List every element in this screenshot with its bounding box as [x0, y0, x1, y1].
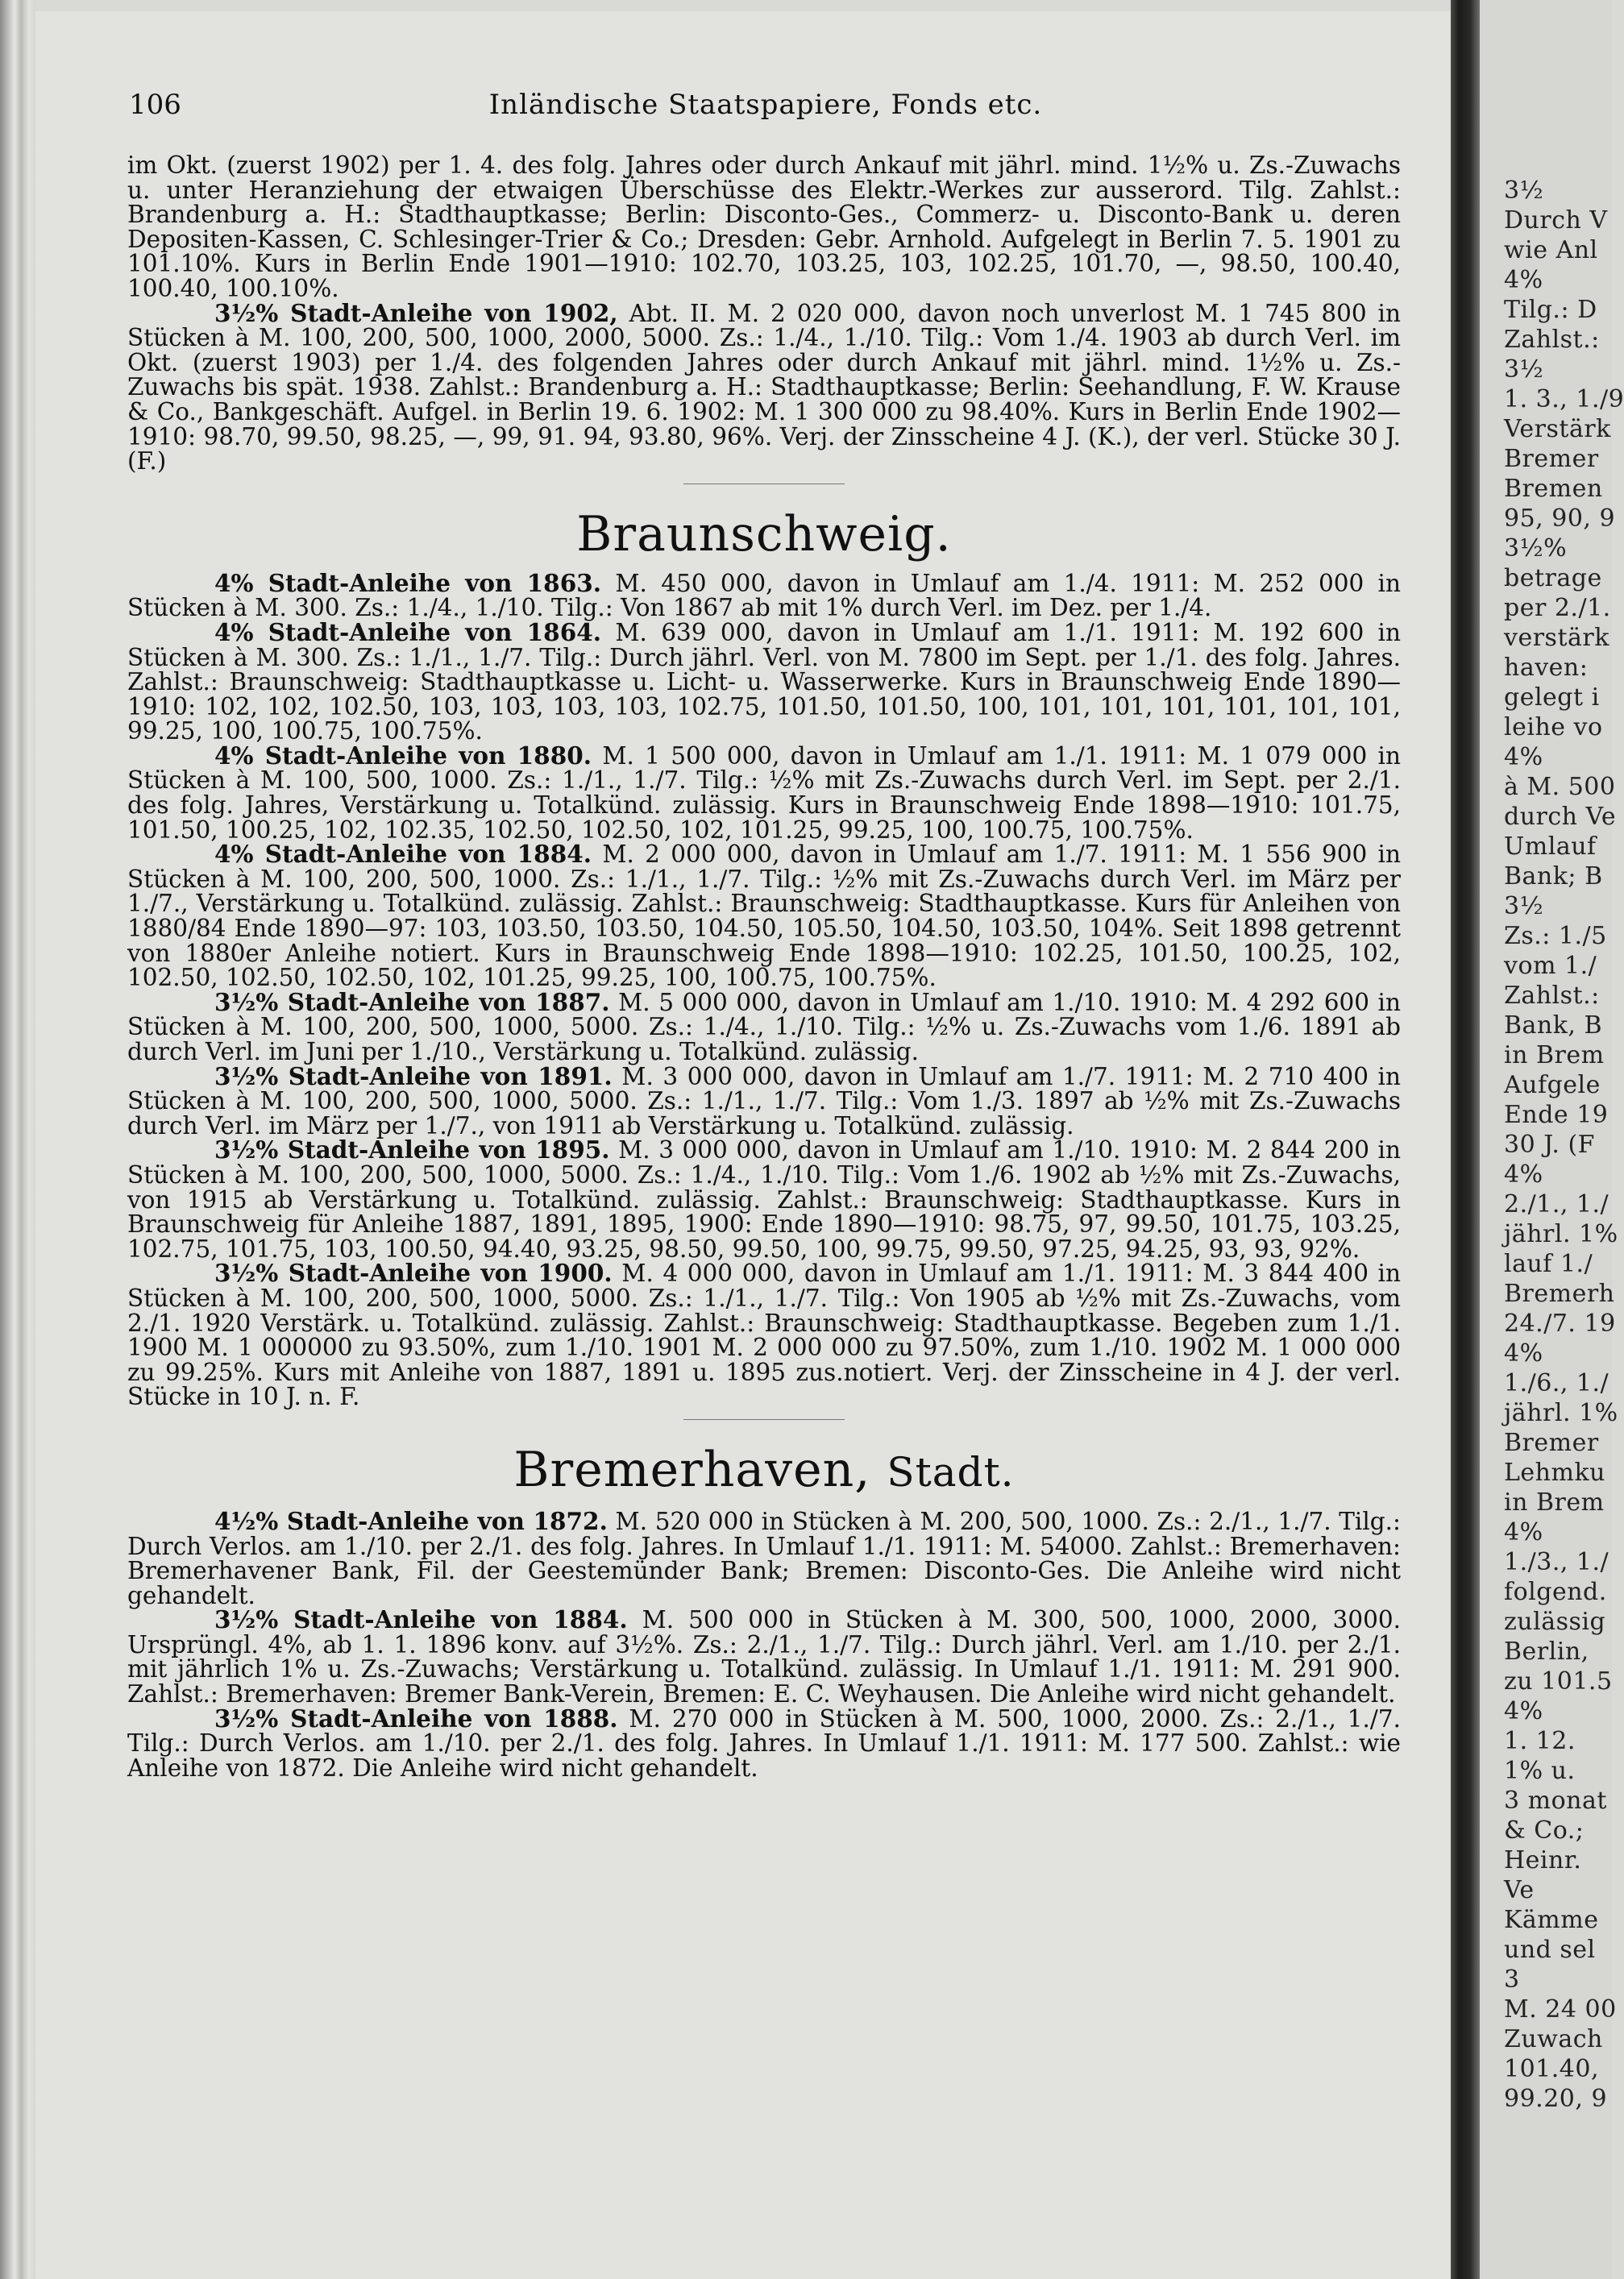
- entry-text: M. 3 000 000, davon in Umlauf am 1./10. 1910: M. 2 844 200 in Stücken à M. 100, 200, 500, 1000, 5000. Zs.: 1./4., 1./10. Tilg.: Vom 1./6. 1902 ab ½% mit Zs.-Zuwachs, von 1915 ab Verstärkung u. Totalkünd. zulässig. Zahlst.: Braunschweig: Stadthauptkasse. Kurs in Braunschweig für Anleihe 1887, 1891, 1895, 1900: Ende 1890—1910: 98.75, 97, 99.50, 101.75, 103.25, 102.75, 101.75, 103, 100.50, 94.40, 93.25, 98.50, 99.50, 100, 99.75, 99.50, 97.25, 94.25, 93, 93, 92%.: [127, 1136, 1401, 1263]
- section-title-braunschweig: [127, 502, 1401, 567]
- neighbor-text-fragment: 4%: [1504, 1697, 1543, 1725]
- neighbor-text-fragment: Berlin,: [1504, 1638, 1589, 1666]
- entry-text: M. 450 000, davon in Umlauf am 1./4. 1911: M. 252 000 in Stücken à M. 300. Zs.: 1./4., 1./10. Tilg.: Von 1867 ab mit 1% durch Verl. im Dez. per 1./4.: [127, 569, 1401, 622]
- entry-paragraph: [127, 1261, 1401, 1409]
- neighbor-text-fragment: Zahlst.:: [1504, 326, 1600, 354]
- entry-title: 4% Stadt-Anleihe von 1880.: [214, 741, 592, 770]
- neighbor-text-fragment: Ve: [1504, 1876, 1535, 1904]
- neighbor-text-fragment: haven:: [1504, 654, 1589, 682]
- neighbor-text-fragment: 1. 3., 1./9: [1504, 385, 1624, 413]
- neighbor-text-fragment: 4%: [1504, 266, 1543, 294]
- neighbor-text-fragment: 3½%: [1504, 534, 1568, 562]
- neighbor-text-fragment: folgend.: [1504, 1578, 1607, 1606]
- neighbor-text-fragment: Aufgele: [1504, 1071, 1601, 1099]
- entry-title: 4% Stadt-Anleihe von 1884.: [214, 840, 592, 869]
- neighbor-text-fragment: 4%: [1504, 1339, 1543, 1368]
- entry-title: 4% Stadt-Anleihe von 1864.: [214, 617, 602, 646]
- neighbor-text-fragment: 99.20, 9: [1504, 2085, 1608, 2113]
- neighbor-text-fragment: Bremerh: [1504, 1280, 1615, 1308]
- entry-title: 4% Stadt-Anleihe von 1863.: [214, 568, 602, 597]
- neighbor-text-fragment: gelegt i: [1504, 683, 1600, 712]
- continuation-text: im Okt. (zuerst 1902) per 1. 4. des folg. Jahres oder durch Ankauf mit jährl. mind. 1½% u. Zs.-Zuwachs u. unter Heranziehung der etwaigen Überschüsse des Elektr.-Werkes zur ausserord. Tilg. Zahlst.: Brandenburg a. H.: Stadthauptkasse; Berlin: Disconto-Ges., Commerz- u. Disconto-Bank u. deren Depositen-Kassen, C. Schlesinger-Trier & Co.; Dresden: Gebr. Arnhold. Aufgelegt in Berlin 7. 5. 1901 zu 101.10%. Kurs in Berlin Ende 1901—1910: 102.70, 103.25, 103, 102.25, 101.70, —, 98.50, 100.40, 100.40, 100.10%.: [127, 152, 1401, 302]
- entry-paragraph: [127, 568, 1401, 622]
- neighbor-text-fragment: Bremer: [1504, 445, 1599, 473]
- entry-title: 3½% Stadt-Anleihe von 1888.: [214, 1704, 618, 1733]
- neighbor-text-fragment: 3: [1504, 1966, 1520, 1994]
- neighbor-text-fragment: Bank, B: [1504, 1011, 1603, 1040]
- neighbor-text-fragment: wie Anl: [1504, 236, 1598, 264]
- neighbor-text-fragment: 101.40,: [1504, 2055, 1600, 2083]
- entry-paragraph: [127, 617, 1401, 745]
- section-title-text: Braunschweig.: [576, 505, 952, 562]
- entry-text: Abt. II. M. 2 020 000, davon noch unverlost M. 1 745 800 in Stücken à M. 100, 200, 500, 1000, 2000, 5000. Zs.: 1./4., 1./10. Tilg.: Vom 1./4. 1903 ab durch Verl. im Okt. (zuerst 1903) per 1./4. des folgenden Jahres oder durch Ankauf mit jährl. mind. 1½% u. Zs.-Zuwachs bis spät. 1938. Zahlst.: Brandenburg a. H.: Stadthauptkasse; Berlin: Seehandlung, F. W. Krause & Co., Bankgeschäft. Aufgel. in Berlin 19. 6. 1902: M. 1 300 000 zu 98.40%. Kurs in Berlin Ende 1902—1910: 98.70, 99.50, 98.25, —, 99, 91. 94, 93.80, 96%. Verj. der Zinsscheine 4 J. (K.), der verl. Stücke 30 J. (F.): [127, 299, 1401, 475]
- book-binding-edge: [0, 0, 35, 2279]
- section-title-bremerhaven: [127, 1438, 1401, 1505]
- neighbor-text-fragment: 1% u.: [1504, 1757, 1576, 1785]
- neighbor-text-fragment: Heinr.: [1504, 1846, 1582, 1874]
- neighbor-text-fragment: 3½: [1504, 176, 1544, 205]
- section-subtitle: Stadt.: [887, 1448, 1015, 1496]
- neighbor-text-fragment: Kämme: [1504, 1906, 1599, 1934]
- entry-paragraph: [127, 741, 1401, 844]
- neighbor-text-fragment: 4%: [1504, 1160, 1543, 1189]
- neighbor-text-fragment: & Co.;: [1504, 1816, 1585, 1845]
- neighbor-text-fragment: 3½: [1504, 355, 1544, 384]
- neighbor-text-fragment: verstärk: [1504, 624, 1609, 652]
- neighbor-text-fragment: Bremen: [1504, 475, 1603, 503]
- neighbor-text-fragment: 24./7. 19: [1504, 1310, 1616, 1338]
- neighbor-text-fragment: Ende 19: [1504, 1101, 1609, 1129]
- entry-paragraph: [127, 842, 1401, 990]
- neighbor-text-fragment: betrage: [1504, 564, 1602, 592]
- neighbor-text-fragment: lauf 1./: [1504, 1250, 1593, 1278]
- entry-paragraph: [127, 1704, 1401, 1782]
- neighbor-text-fragment: Zs.: 1./5: [1504, 922, 1607, 950]
- neighbor-text-fragment: à M. 500: [1504, 773, 1616, 801]
- entry-paragraph: [127, 1061, 1401, 1140]
- neighbor-text-fragment: in Brem: [1504, 1488, 1605, 1517]
- section-divider: [683, 1419, 845, 1420]
- neighbor-text-fragment: M. 24 00: [1504, 1995, 1617, 2024]
- entry-paragraph: [127, 1506, 1401, 1609]
- neighbor-text-fragment: jährl. 1%: [1504, 1399, 1618, 1427]
- neighbor-text-fragment: Zahlst.:: [1504, 982, 1600, 1010]
- entry-title: 3½% Stadt-Anleihe von 1887.: [214, 987, 610, 1016]
- entry-paragraph: [127, 1135, 1401, 1263]
- neighbor-text-fragment: Bremer: [1504, 1429, 1599, 1457]
- neighbor-text-fragment: Zuwach: [1504, 2025, 1603, 2053]
- neighbor-text-fragment: Durch V: [1504, 206, 1608, 235]
- section-title-text: Bremerhaven,: [513, 1441, 871, 1498]
- neighbor-text-fragment: und sel: [1504, 1936, 1596, 1964]
- neighbor-text-fragment: 4%: [1504, 743, 1543, 771]
- neighbor-text-fragment: Umlauf: [1504, 832, 1597, 861]
- neighbor-text-fragment: per 2./1.: [1504, 594, 1611, 622]
- entry-paragraph: [127, 987, 1401, 1065]
- entry-title: 3½% Stadt-Anleihe von 1902,: [214, 298, 618, 327]
- neighbor-text-fragment: 1. 12.: [1504, 1727, 1576, 1755]
- entry-text: M. 270 000 in Stücken à M. 500, 1000, 2000. Zs.: 2./1., 1./7. Tilg.: Durch Verlos. am 1./10. per 2./1. des folg. Jahres. In Umlauf 1./1. 1911: M. 177 500. Zahlst.: wie Anleihe von 1872. Die Anleihe wird nicht gehandelt.: [127, 1704, 1401, 1782]
- neighbor-text-fragment: in Brem: [1504, 1041, 1605, 1069]
- neighbor-text-fragment: zu 101.5: [1504, 1667, 1613, 1696]
- neighbor-text-fragment: 95, 90, 9: [1504, 504, 1616, 533]
- entry-title: 3½% Stadt-Anleihe von 1895.: [214, 1135, 610, 1164]
- neighbor-text-fragment: Lehmku: [1504, 1459, 1605, 1487]
- entry-title: 3½% Stadt-Anleihe von 1891.: [214, 1061, 613, 1090]
- neighbor-text-fragment: Tilg.: D: [1504, 296, 1597, 324]
- entry-title: 4½% Stadt-Anleihe von 1872.: [214, 1506, 608, 1535]
- continuation-paragraph: [127, 153, 1401, 301]
- entry-title: 3½% Stadt-Anleihe von 1900.: [214, 1259, 613, 1288]
- neighbor-text-fragment: Verstärk: [1504, 415, 1611, 443]
- running-title: Inländische Staatspapiere, Fonds etc.: [488, 89, 1043, 121]
- page-gutter: [1451, 0, 1480, 2279]
- entry-title: 3½% Stadt-Anleihe von 1884.: [214, 1605, 628, 1634]
- neighbor-text-fragment: vom 1./: [1504, 952, 1597, 980]
- entry-text: M. 639 000, davon in Umlauf am 1./1. 1911: M. 192 600 in Stücken à M. 300. Zs.: 1./1., 1./7. Tilg.: Durch jährl. Verl. von M. 7800 im Sept. per 1./1. des folg. Jahres. Zahlst.: Braunschweig: Stadthauptkasse u. Licht- u. Wasserwerke. Kurs in Braunschweig Ende 1890—1910: 102, 102, 102.50, 103, 103, 103, 103, 102.75, 101.50, 101.50, 100, 101, 101, 101, 101, 101, 101, 99.25, 100, 100.75, 100.75%.: [127, 618, 1401, 745]
- neighbor-text-fragment: zulässig: [1504, 1608, 1606, 1636]
- neighbor-text-fragment: 3 monat: [1504, 1787, 1607, 1815]
- neighbor-text-fragment: Bank; B: [1504, 862, 1603, 890]
- entry-text: M. 500 000 in Stücken à M. 300, 500, 1000, 2000, 3000. Ursprüngl. 4%, ab 1. 1. 1896 konv. auf 3½%. Zs.: 2./1., 1./7. Tilg.: Durch jährl. Verl. am 1./10. per 2./1. mit jährlich 1% u. Zs.-Zuwachs; Verstärkung u. Totalkünd. zulässig. In Umlauf 1./1. 1911: M. 291 900. Zahlst.: Bremerhaven: Bremer Bank-Verein, Bremen: E. C. Weyhausen. Die Anleihe wird nicht gehandelt.: [127, 1606, 1402, 1708]
- neighbor-text-fragment: 3½: [1504, 892, 1544, 920]
- page-body: [127, 153, 1401, 1780]
- page-header: [129, 87, 1402, 122]
- entry-text: M. 4 000 000, davon in Umlauf am 1./1. 1911: M. 3 844 400 in Stücken à M. 100, 200, 500, 1000, 5000. Zs.: 1./1., 1./7. Tilg.: Von 1905 ab ½% mit Zs.-Zuwachs, vom 2./1. 1920 Verstärk. u. Totalkünd. zulässig. Zahlst.: Braunschweig: Stadthauptkasse. Begeben zum 1./1. 1900 M. 1 000000 zu 93.50%, zum 1./10. 1901 M. 2 000 000 zu 97.50%, zum 1./10. 1902 M. 1 000 000 zu 99.25%. Kurs mit Anleihe von 1887, 1891 u. 1895 zus.notiert. Verj. der Zinsscheine in 4 J. der verl. Stücke in 10 J. n. F.: [127, 1260, 1401, 1411]
- neighbor-text-fragment: leihe vo: [1504, 713, 1603, 741]
- neighbor-text-fragment: 1./3., 1./: [1504, 1548, 1609, 1576]
- neighbor-page-strip: [1480, 0, 1624, 2279]
- neighbor-text-fragment: 4%: [1504, 1518, 1543, 1546]
- page-number: 106: [129, 89, 181, 121]
- entry-paragraph: [127, 298, 1401, 475]
- entry-text: M. 1 500 000, davon in Umlauf am 1./1. 1911: M. 1 079 000 in Stücken à M. 100, 500, 1000. Zs.: 1./1., 1./7. Tilg.: ½% mit Zs.-Zuwachs durch Verl. im Sept. per 2./1. des folg. Jahres, Verstärkung u. Totalkünd. zulässig. Kurs in Braunschweig Ende 1898—1910: 101.75, 101.50, 100.25, 102, 102.35, 102.50, 102.50, 102, 101.25, 99.25, 100, 100.75, 100.75%.: [127, 741, 1401, 844]
- neighbor-text-fragment: durch Ve: [1504, 803, 1617, 831]
- entry-text: M. 520 000 in Stücken à M. 200, 500, 1000. Zs.: 2./1., 1./7. Tilg.: Durch Verlos. am 1./10. per 2./1. des folg. Jahres. In Umlauf 1./1. 1911: M. 54000. Zahlst.: Bremerhaven: Bremerhavener Bank, Fil. der Geestemünder Bank; Bremen: Disconto-Ges. Die Anleihe wird nicht gehandelt.: [127, 1507, 1401, 1609]
- entry-text: M. 2 000 000, davon in Umlauf am 1./7. 1911: M. 1 556 900 in Stücken à M. 100, 200, 500, 1000. Zs.: 1./1., 1./7. Tilg.: ½% mit Zs.-Zuwachs durch Verl. im März per 1./7., Verstärkung u. Totalkünd. zulässig. Zahlst.: Braunschweig: Stadthauptkasse. Kurs für Anleihen von 1880/84 Ende 1890—97: 103, 103.50, 103.50, 104.50, 105.50, 104.50, 103.50, 104%. Seit 1898 getrennt von 1880er Anleihe notiert. Kurs in Braunschweig Ende 1898—1910: 102.25, 101.50, 100.25, 102, 102.50, 102.50, 102.50, 102, 101.25, 99.25, 100, 100.75, 100.75%.: [127, 841, 1401, 992]
- neighbor-text-fragment: 1./6., 1./: [1504, 1369, 1609, 1397]
- neighbor-text-fragment: 2./1., 1./: [1504, 1190, 1609, 1218]
- entry-text: M. 5 000 000, davon in Umlauf am 1./10. 1910: M. 4 292 600 in Stücken à M. 100, 200, 500, 1000, 5000. Zs.: 1./4., 1./10. Tilg.: ½% u. Zs.-Zuwachs vom 1./6. 1891 ab durch Verl. im Juni per 1./10., Verstärkung u. Totalkünd. zulässig.: [127, 988, 1401, 1065]
- neighbor-text-fragment: jährl. 1%: [1504, 1220, 1618, 1248]
- entry-text: M. 3 000 000, davon in Umlauf am 1./7. 1911: M. 2 710 400 in Stücken à M. 100, 200, 500, 1000, 5000. Zs.: 1./1., 1./7. Tilg.: Vom 1./3. 1897 ab ½% mit Zs.-Zuwachs durch Verl. im März per 1./7., von 1911 ab Verstärkung u. Totalkünd. zulässig.: [127, 1062, 1401, 1140]
- entry-paragraph: [127, 1605, 1402, 1708]
- neighbor-text-fragment: 30 J. (F: [1504, 1131, 1595, 1159]
